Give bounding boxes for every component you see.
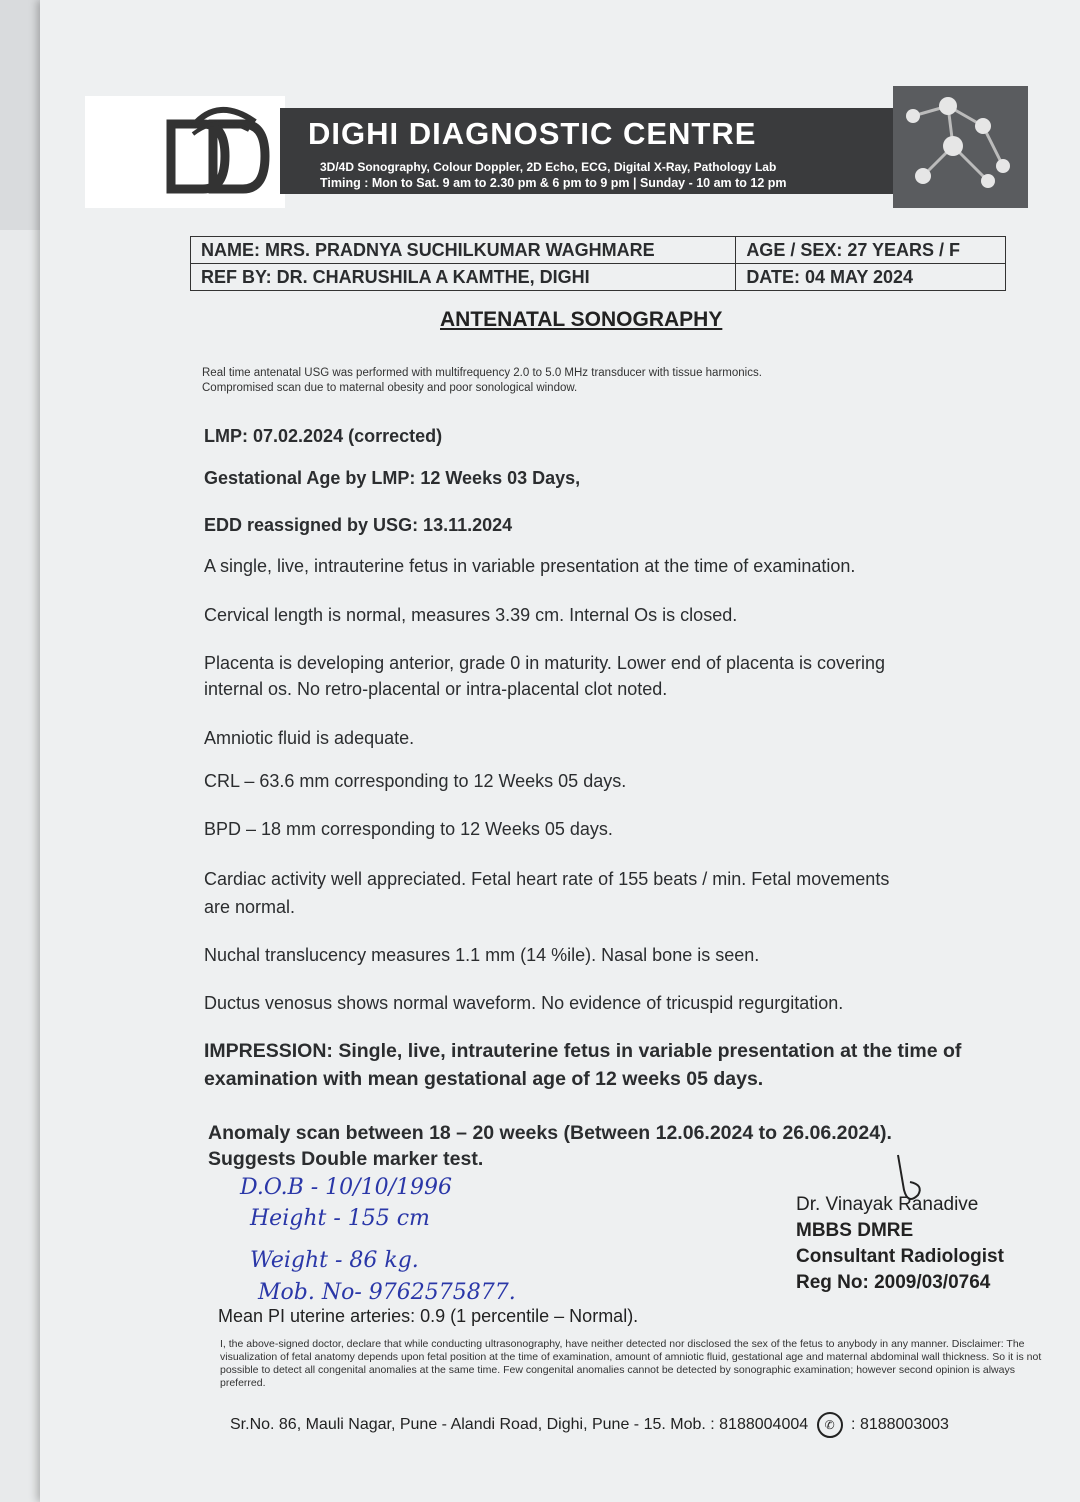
impression-line-2: examination with mean gestational age of 12 weeks 05 days. <box>204 1068 764 1090</box>
handwritten-dob: D.O.B - 10/10/1996 <box>240 1175 452 1200</box>
disclaimer: I, the above-signed doctor, declare that while conducting ultrasonography, have neither detected nor disclosed the sex of the fetus to anybody in any manner. Disclaimer: The visualization of fetal anatomy depends upon fetal position at the time of examination, amount of amniotic fluid, gestational age and maternal abdominal wall thickness. So it is not possible to detect all congenital anomalies at the same time. Few congenital anomalies cannot be detected by sonographic examination; however second opinion is always preferred. <box>220 1338 1042 1389</box>
services-line: 3D/4D Sonography, Colour Doppler, 2D Echo, ECG, Digital X-Ray, Pathology Lab <box>320 160 777 174</box>
fetus-finding: A single, live, intrauterine fetus in variable presentation at the time of examination. <box>204 556 856 576</box>
footer-whatsapp: : 8188003003 <box>851 1416 949 1434</box>
molecule-icon <box>893 86 1028 208</box>
letterhead <box>85 96 1020 208</box>
logo <box>85 96 285 208</box>
intro-line-2: Compromised scan due to maternal obesity and poor sonological window. <box>202 382 578 394</box>
placenta-line-1: Placenta is developing anterior, grade 0 in maturity. Lower end of placenta is covering <box>204 653 886 673</box>
cardiac-line-2: are normal. <box>204 897 296 917</box>
placenta-line-2: internal os. No retro-placental or intra-placental clot noted. <box>204 679 668 699</box>
handwritten-weight: Weight - 86 kg. <box>250 1248 419 1273</box>
amniotic-fluid: Amniotic fluid is adequate. <box>204 728 415 748</box>
report-date: DATE: 04 MAY 2024 <box>736 264 1006 291</box>
intro-line-1: Real time antenatal USG was performed with multifrequency 2.0 to 5.0 MHz transducer with tissue harmonics. <box>202 367 762 379</box>
handwritten-mobile: Mob. No- 9762575877. <box>258 1280 516 1305</box>
ductus-venosus: Ductus venosus shows normal waveform. No evidence of tricuspid regurgitation. <box>204 993 844 1013</box>
doctor-name: Dr. Vinayak Ranadive <box>796 1194 979 1215</box>
crl: CRL – 63.6 mm corresponding to 12 Weeks 05 days. <box>204 771 627 791</box>
timing-line: Timing : Mon to Sat. 9 am to 2.30 pm & 6 pm to 9 pm | Sunday - 10 am to 12 pm <box>320 176 787 190</box>
footer <box>230 1412 949 1438</box>
anomaly-line-2: Suggests Double marker test. <box>208 1148 484 1170</box>
patient-name: NAME: MRS. PRADNYA SUCHILKUMAR WAGHMARE <box>191 237 736 264</box>
doctor-reg: Reg No: 2009/03/0764 <box>796 1272 991 1293</box>
referred-by: REF BY: DR. CHARUSHILA A KAMTHE, DIGHI <box>191 264 736 291</box>
footer-address: Sr.No. 86, Mauli Nagar, Pune - Alandi Road, Dighi, Pune - 15. Mob. : 8188004004 <box>230 1416 809 1434</box>
edd: EDD reassigned by USG: 13.11.2024 <box>204 515 513 535</box>
centre-title: DIGHI DIAGNOSTIC CENTRE <box>308 116 757 151</box>
lmp: LMP: 07.02.2024 (corrected) <box>204 426 443 446</box>
gestational-age-lmp: Gestational Age by LMP: 12 Weeks 03 Days, <box>204 468 581 488</box>
doctor-role: Consultant Radiologist <box>796 1246 1004 1267</box>
patient-age-sex: AGE / SEX: 27 YEARS / F <box>736 237 1006 264</box>
impression-line-1: IMPRESSION: Single, live, intrauterine fetus in variable presentation at the time of <box>204 1040 962 1062</box>
nuchal-translucency: Nuchal translucency measures 1.1 mm (14 %ile). Nasal bone is seen. <box>204 945 760 965</box>
bpd: BPD – 18 mm corresponding to 12 Weeks 05 days. <box>204 819 613 839</box>
handwritten-height: Height - 155 cm <box>250 1206 430 1231</box>
patient-info-table <box>190 236 1006 291</box>
doctor-signature-block <box>796 1192 1004 1296</box>
doctor-degree: MBBS DMRE <box>796 1220 914 1241</box>
whatsapp-icon: ✆ <box>817 1412 843 1438</box>
anomaly-line-1: Anomaly scan between 18 – 20 weeks (Between 12.06.2024 to 26.06.2024). <box>208 1122 892 1144</box>
cardiac-line-1: Cardiac activity well appreciated. Fetal heart rate of 155 beats / min. Fetal movements <box>204 869 890 889</box>
report-heading: ANTENATAL SONOGRAPHY <box>440 308 723 331</box>
cervical-length: Cervical length is normal, measures 3.39 cm. Internal Os is closed. <box>204 605 738 625</box>
mean-pi: Mean PI uterine arteries: 0.9 (1 percentile – Normal). <box>218 1306 639 1326</box>
banner <box>280 108 895 194</box>
